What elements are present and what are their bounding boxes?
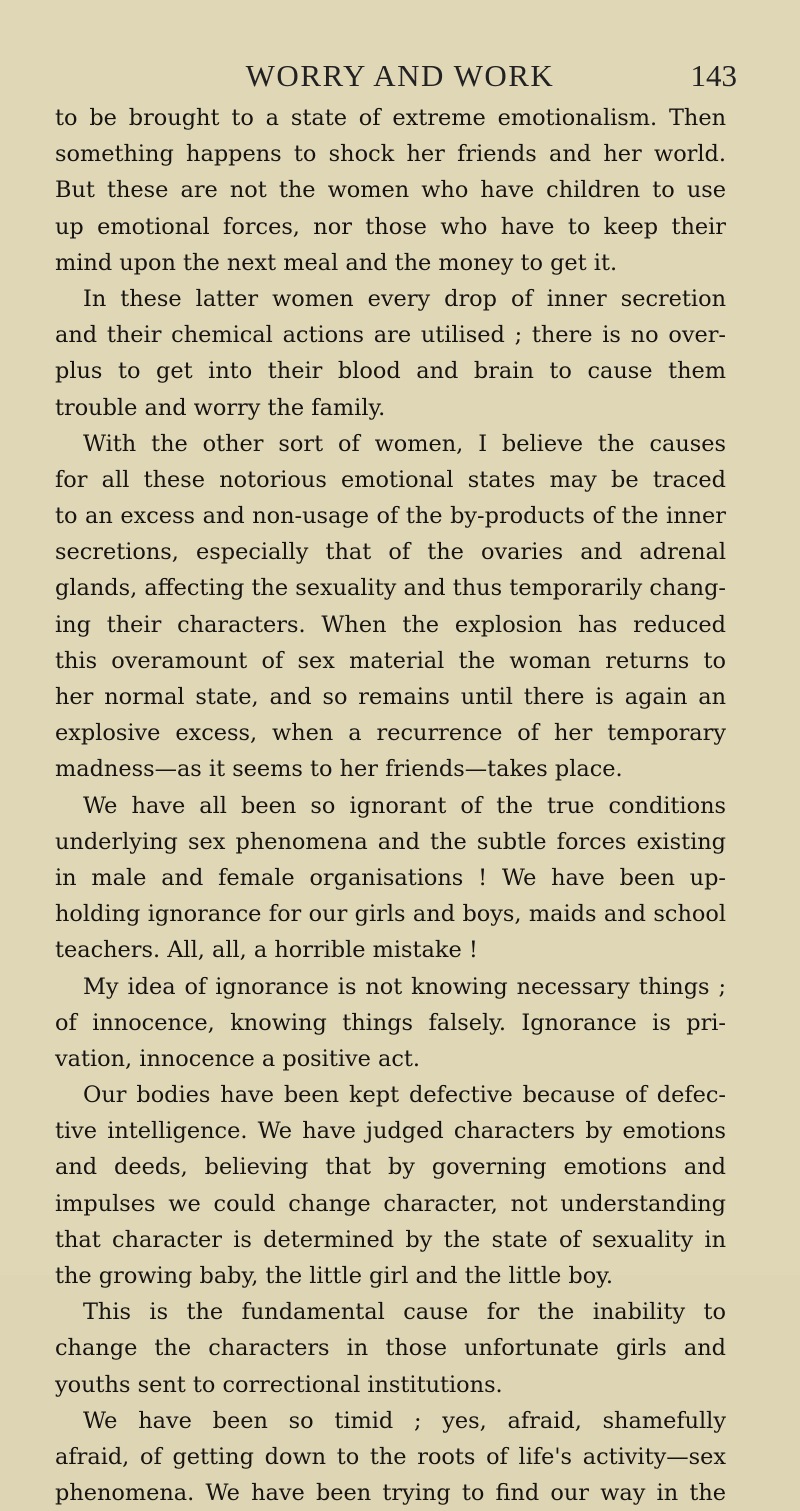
page-number: 143	[690, 58, 737, 93]
text-line: that character is determined by the state of sexuality in	[55, 1226, 726, 1253]
text-line: to an excess and non-usage of the by-products of the inner	[55, 503, 726, 530]
text-line: With the other sort of women, I believe the causes	[83, 430, 726, 457]
text-line: and their chemical actions are utilised ; there is no over-	[55, 322, 726, 349]
text-line: We have all been so ignorant of the true conditions	[83, 792, 726, 819]
text-line: youths sent to correctional institutions.	[55, 1371, 503, 1398]
text-line: of innocence, knowing things falsely. Ignorance is pri-	[55, 1009, 726, 1036]
text-line: phenomena. We have been trying to find our way in the	[55, 1480, 726, 1507]
text-line: explosive excess, when a recurrence of her temporary	[55, 720, 726, 747]
running-head	[55, 58, 745, 100]
text-line: to be brought to a state of extreme emotionalism. Then	[55, 105, 726, 131]
text-line: afraid, of getting down to the roots of life's activity—sex	[55, 1443, 726, 1470]
text-line: teachers. All, all, a horrible mistake !	[55, 937, 478, 964]
text-line: trouble and worry the family.	[55, 394, 386, 421]
text-line: My idea of ignorance is not knowing necessary things ;	[83, 973, 726, 1000]
text-line: tive intelligence. We have judged characters by emotions	[55, 1118, 726, 1145]
text-line: underlying sex phenomena and the subtle forces existing	[55, 828, 726, 855]
text-line: her normal state, and so remains until there is again an	[55, 684, 726, 710]
body-text	[55, 100, 726, 1511]
text-line: glands, affecting the sexuality and thus temporarily chang-	[55, 575, 726, 602]
text-line: change the characters in those unfortunate girls and	[55, 1335, 726, 1362]
running-head-title: WORRY AND WORK	[245, 58, 555, 93]
text-line: ing their characters. When the explosion has reduced	[55, 611, 726, 638]
text-line: mind upon the next meal and the money to get it.	[55, 249, 618, 276]
text-line: We have been so timid ; yes, afraid, shamefully	[83, 1407, 726, 1434]
text-line: up emotional forces, nor those who have to keep their	[55, 213, 726, 240]
text-line: for all these notorious emotional states may be traced	[55, 466, 726, 493]
text-line: impulses we could change character, not understanding	[55, 1190, 726, 1217]
text-line: secretions, especially that of the ovaries and adrenal	[55, 539, 726, 566]
text-line: Our bodies have been kept defective because of defec-	[83, 1082, 726, 1109]
text-line: the growing baby, the little girl and the little boy.	[55, 1263, 613, 1289]
text-line: and deeds, believing that by governing emotions and	[55, 1154, 726, 1181]
text-line: But these are not the women who have children to use	[55, 177, 726, 204]
text-line: in male and female organisations ! We have been up-	[55, 864, 726, 891]
text-line: holding ignorance for our girls and boys, maids and school	[55, 901, 726, 928]
text-line: something happens to shock her friends and her world.	[55, 141, 726, 168]
text-line: this overamount of sex material the woman returns to	[55, 647, 726, 674]
text-line: plus to get into their blood and brain to cause them	[55, 358, 726, 385]
text-line: In these latter women every drop of inner secretion	[83, 285, 726, 312]
text-line: This is the fundamental cause for the inability to	[83, 1299, 726, 1326]
text-line: vation, innocence a positive act.	[55, 1045, 421, 1072]
text-line: madness—as it seems to her friends—takes place.	[55, 756, 623, 783]
